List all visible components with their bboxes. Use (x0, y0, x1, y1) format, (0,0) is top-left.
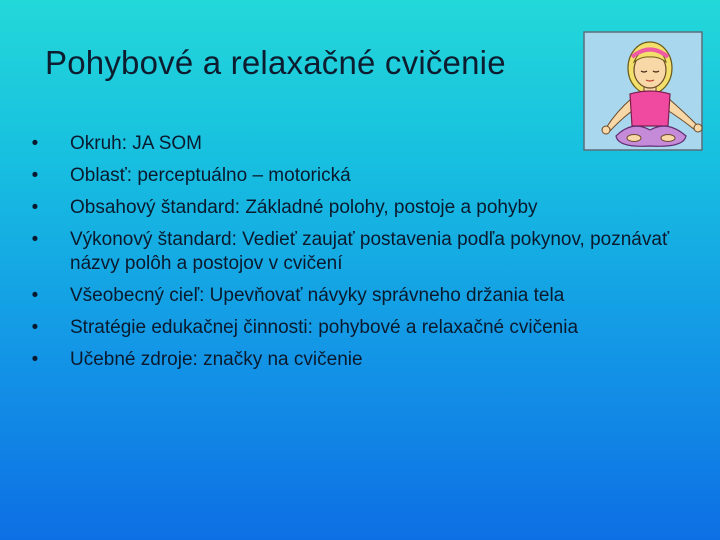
bullet-text: Učebné zdroje: značky na cvičenie (70, 349, 363, 370)
list-item (28, 316, 688, 340)
slide-title: Pohybové a relaxačné cvičenie (45, 44, 506, 81)
bullet-text: Obsahový štandard: Základné polohy, postoje a pohyby (70, 197, 538, 218)
bullet-text: Stratégie edukačnej činnosti: pohybové a relaxačné cvičenia (70, 317, 579, 338)
bullet-marker: • (31, 317, 39, 338)
bullet-text: Všeobecný cieľ: Upevňovať návyky správneho držania tela (70, 285, 565, 306)
bullet-text: Okruh: JA SOM (70, 133, 202, 154)
list-item (28, 164, 688, 188)
bullet-text: Výkonový štandard: Vedieť zaujať postavenia podľa pokynov, poznávať názvy polôh a postojov v cvičení (70, 229, 670, 274)
bullet-list (28, 132, 688, 380)
bullet-marker: • (31, 349, 39, 370)
meditating-girl-illustration (582, 30, 718, 154)
bullet-marker: • (31, 197, 39, 218)
list-item (28, 228, 688, 276)
bullet-marker: • (31, 229, 39, 250)
list-item (28, 196, 688, 220)
bullet-marker: • (31, 165, 39, 186)
list-item (28, 348, 688, 372)
bullet-text: Oblasť: perceptuálno – motorická (70, 165, 351, 186)
bullet-marker: • (31, 133, 39, 154)
meditating-girl-icon (582, 30, 718, 154)
list-item (28, 284, 688, 308)
bullet-marker: • (31, 285, 39, 306)
